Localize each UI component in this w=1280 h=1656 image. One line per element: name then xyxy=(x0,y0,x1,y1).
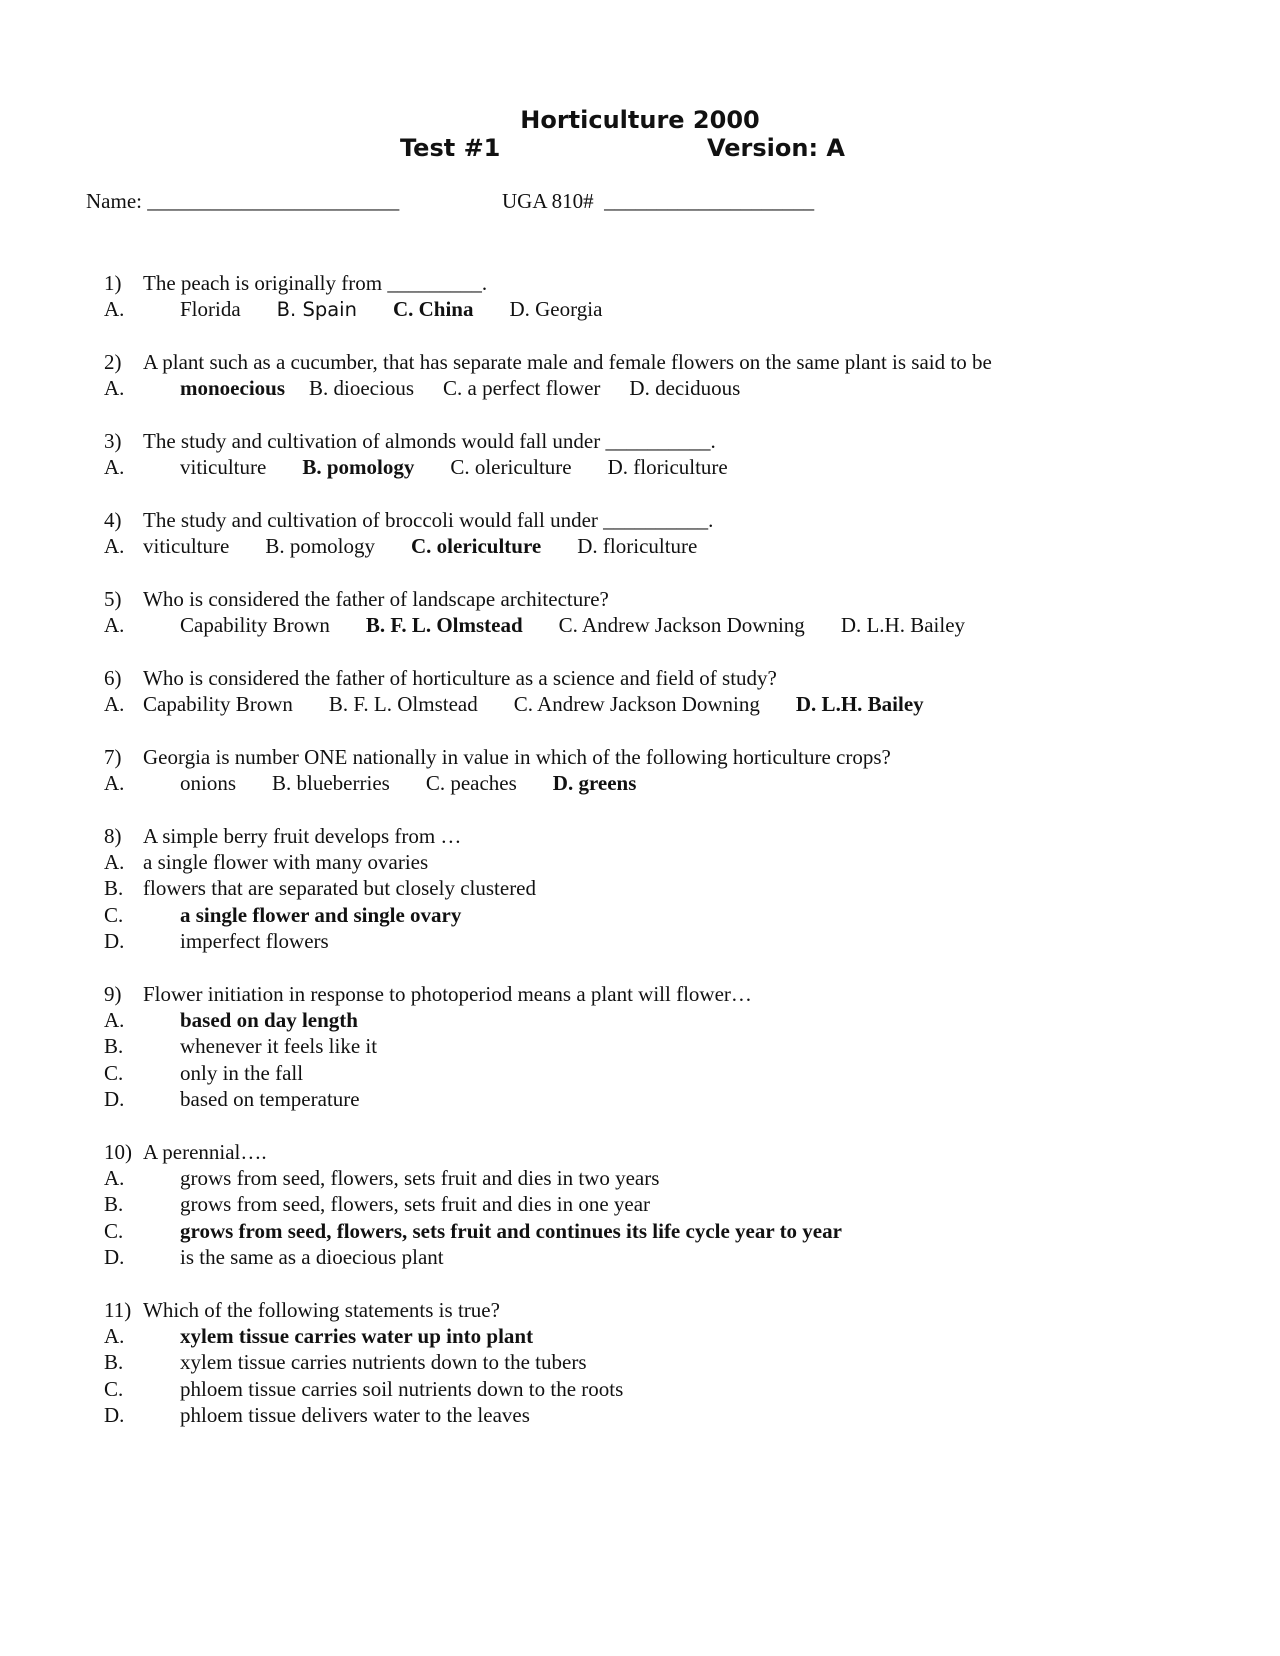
option-letter: B. xyxy=(104,1034,124,1059)
question-number: 5) xyxy=(104,587,122,611)
option: phloem tissue carries soil nutrients down to the roots xyxy=(180,1376,624,1401)
option-letter: D. xyxy=(104,1402,125,1427)
option-letter: C. xyxy=(104,1060,124,1085)
option: D. Georgia xyxy=(509,297,603,322)
question-number: 3) xyxy=(104,429,122,453)
options-row xyxy=(143,533,697,559)
option: imperfect flowers xyxy=(180,928,329,953)
option: based on temperature xyxy=(180,1086,360,1111)
question-stem: Flower initiation in response to photoperiod means a plant will flower… xyxy=(143,982,752,1006)
option-letter: A. xyxy=(104,1166,125,1191)
option-letter: B. xyxy=(104,1192,124,1217)
option-letter: A. xyxy=(104,1008,125,1033)
option-correct: monoecious xyxy=(180,376,285,401)
option-correct: C. China xyxy=(392,297,474,322)
option: C. Andrew Jackson Downing xyxy=(513,692,760,717)
options-row xyxy=(180,454,728,480)
option: Capability Brown xyxy=(143,692,293,717)
option: D. floriculture xyxy=(577,534,698,559)
question-number: 9) xyxy=(104,982,122,1006)
option-letter: C. xyxy=(104,1218,124,1243)
options-row xyxy=(143,691,924,717)
option-correct: C. olericulture xyxy=(411,534,542,559)
option: B. blueberries xyxy=(272,771,390,796)
question-stem: Who is considered the father of horticulture as a science and field of study? xyxy=(143,666,777,690)
test-number: Test #1 xyxy=(400,134,501,162)
question-number: 4) xyxy=(104,508,122,532)
question-number: 8) xyxy=(104,824,122,848)
option: is the same as a dioecious plant xyxy=(180,1244,444,1269)
option-correct: B. F. L. Olmstead xyxy=(365,613,523,638)
option-correct: xylem tissue carries water up into plant xyxy=(180,1324,534,1349)
question-stem: The study and cultivation of almonds would fall under __________. xyxy=(143,429,716,453)
option: Capability Brown xyxy=(180,613,330,638)
options-row xyxy=(180,612,965,638)
option-correct: B. pomology xyxy=(302,455,415,480)
name-field: Name: ________________________ xyxy=(86,189,400,213)
option: B. F. L. Olmstead xyxy=(328,692,478,717)
option-letter: C. xyxy=(104,1376,124,1401)
option: phloem tissue delivers water to the leaves xyxy=(180,1402,530,1427)
option-correct: D. L.H. Bailey xyxy=(795,692,924,717)
options-row xyxy=(180,375,740,401)
question-number: 11) xyxy=(104,1298,132,1322)
option: C. a perfect flower xyxy=(443,376,601,401)
option: grows from seed, flowers, sets fruit and dies in one year xyxy=(180,1192,651,1217)
option: onions xyxy=(180,771,237,796)
options-row xyxy=(180,296,602,323)
question-number: 7) xyxy=(104,745,122,769)
option-letter: D. xyxy=(104,928,125,953)
option: B. Spain xyxy=(276,298,357,322)
question-stem: A plant such as a cucumber, that has separate male and female flowers on the same plant is said to be xyxy=(143,350,992,374)
option: Florida xyxy=(180,297,241,322)
option: grows from seed, flowers, sets fruit and dies in two years xyxy=(180,1166,660,1191)
option-letter: D. xyxy=(104,1244,125,1269)
course-title: Horticulture 2000 xyxy=(520,106,760,134)
question-stem: Who is considered the father of landscape architecture? xyxy=(143,587,609,611)
option-letter: A. xyxy=(104,1324,125,1349)
question-number: 2) xyxy=(104,350,122,374)
test-version: Version: A xyxy=(707,134,845,162)
option-letter: B. xyxy=(104,1350,124,1375)
option: viticulture xyxy=(180,455,267,480)
question-stem: Georgia is number ONE nationally in value in which of the following horticulture crops? xyxy=(143,745,891,769)
uga-id-field: UGA 810# ____________________ xyxy=(502,189,815,213)
question-stem: The peach is originally from _________. xyxy=(143,271,488,295)
question-stem: Which of the following statements is true? xyxy=(143,1298,500,1322)
question-number: 6) xyxy=(104,666,122,690)
option-letter: A. xyxy=(104,534,125,559)
option-letter: A. xyxy=(104,692,125,717)
option: D. L.H. Bailey xyxy=(840,613,966,638)
option-letter: B. xyxy=(104,876,124,901)
option: a single flower with many ovaries xyxy=(143,850,429,875)
option-correct: D. greens xyxy=(552,771,637,796)
option: C. olericulture xyxy=(450,455,572,480)
question-stem: A simple berry fruit develops from … xyxy=(143,824,462,848)
option-letter: A. xyxy=(104,455,125,480)
option: D. deciduous xyxy=(629,376,741,401)
option-letter: A. xyxy=(104,376,125,401)
question-number: 1) xyxy=(104,271,122,295)
question-number: 10) xyxy=(104,1140,132,1164)
option: whenever it feels like it xyxy=(180,1034,378,1059)
option-letter: C. xyxy=(104,902,124,927)
options-row xyxy=(180,770,636,796)
option: C. peaches xyxy=(425,771,517,796)
option: B. dioecious xyxy=(309,376,414,401)
option-letter: A. xyxy=(104,297,125,322)
option: B. pomology xyxy=(265,534,375,559)
option-letter: A. xyxy=(104,850,125,875)
option-correct: a single flower and single ovary xyxy=(180,902,462,927)
option: flowers that are separated but closely clustered xyxy=(143,876,537,901)
option: C. Andrew Jackson Downing xyxy=(558,613,805,638)
question-stem: A perennial…. xyxy=(143,1140,267,1164)
option-letter: A. xyxy=(104,771,125,796)
option: viticulture xyxy=(143,534,230,559)
question-stem: The study and cultivation of broccoli would fall under __________. xyxy=(143,508,714,532)
option: only in the fall xyxy=(180,1060,304,1085)
option-letter: A. xyxy=(104,613,125,638)
option-correct: based on day length xyxy=(180,1008,358,1033)
option: D. floriculture xyxy=(607,455,728,480)
option-letter: D. xyxy=(104,1086,125,1111)
option-correct: grows from seed, flowers, sets fruit and continues its life cycle year to year xyxy=(180,1218,842,1243)
option: xylem tissue carries nutrients down to the tubers xyxy=(180,1350,587,1375)
